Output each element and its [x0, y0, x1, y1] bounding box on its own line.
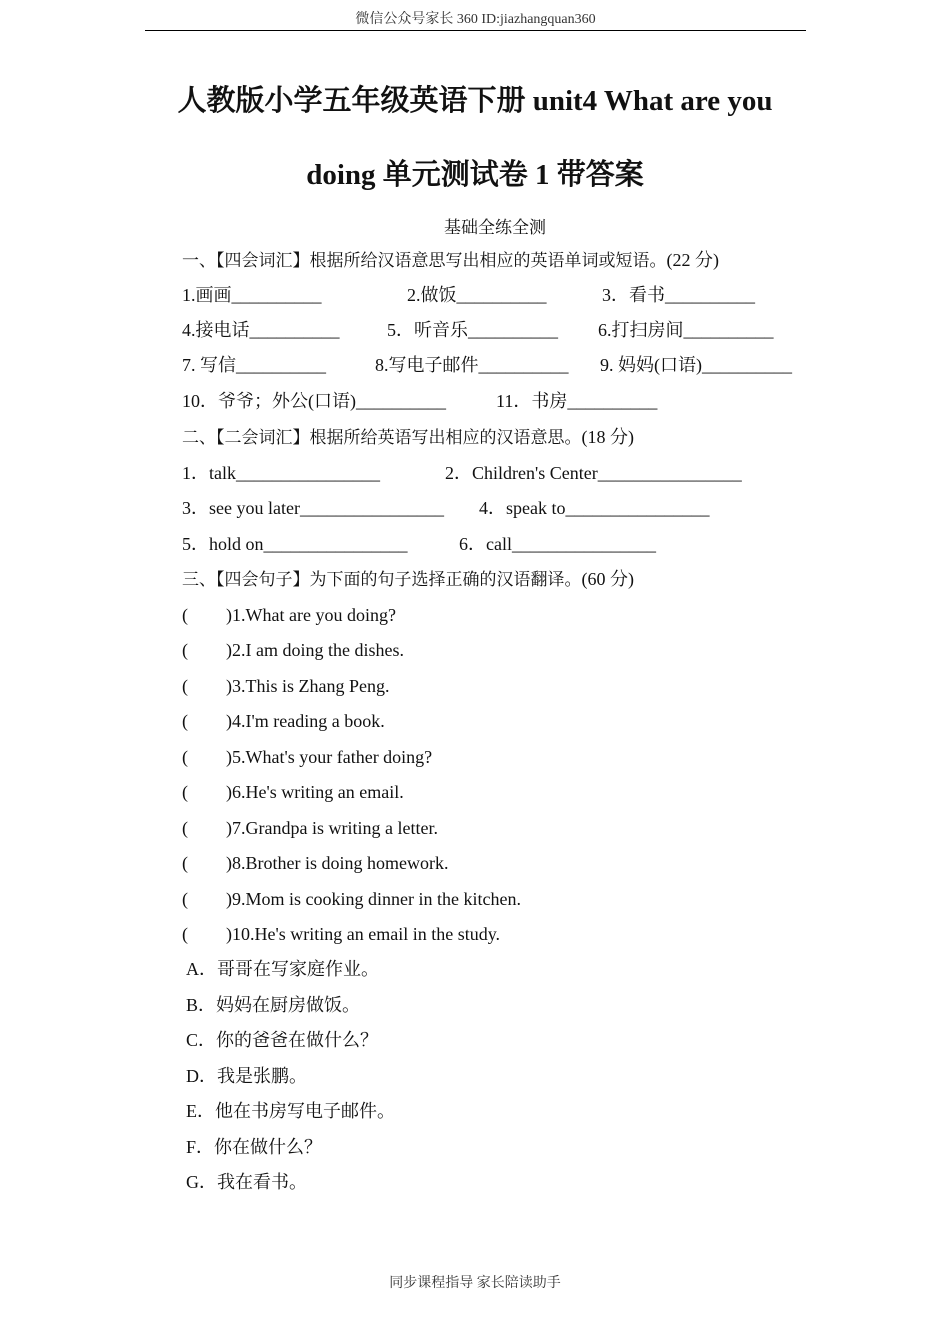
- section-3-title: 三、【四会句子】为下面的句子选择正确的汉语翻译。: [182, 570, 582, 590]
- vocab-item: 7. 写信__________: [182, 355, 326, 375]
- vocab-item: 9. 妈妈(口语)__________: [600, 355, 792, 375]
- subtitle: 基础全练全测: [444, 218, 546, 238]
- vocab-item: 10．爷爷；外公(口语)__________: [182, 391, 446, 411]
- answer-blank: (: [182, 640, 188, 660]
- vocab-item: 4.接电话__________: [182, 320, 340, 340]
- vocab-item: 8.写电子邮件__________: [375, 355, 569, 375]
- question-text: )3.This is Zhang Peng.: [226, 676, 390, 696]
- section-2-title: 二、【二会词汇】根据所给英语写出相应的汉语意思。: [182, 428, 582, 448]
- page-footer: 同步课程指导 家长陪读助手: [389, 1276, 561, 1291]
- section-3-heading: [182, 567, 634, 592]
- section-2-score: (18 分): [581, 427, 634, 447]
- answer-blank: (: [182, 889, 188, 909]
- answer-blank: (: [182, 605, 188, 625]
- answer-blank: (: [182, 711, 188, 731]
- vocab-item: 2．Children's Center________________: [445, 463, 742, 483]
- option-d: D．我是张鹏。: [186, 1066, 307, 1086]
- answer-blank: (: [182, 818, 188, 838]
- question-row: [182, 603, 396, 627]
- question-text: )6.He's writing an email.: [226, 782, 404, 802]
- answer-blank: (: [182, 924, 188, 944]
- section-1-score: (22 分): [666, 250, 719, 270]
- section-1-title: 一、【四会词汇】根据所给汉语意思写出相应的英语单词或短语。: [182, 251, 667, 271]
- vocab-item: 1.画画__________: [182, 285, 322, 305]
- section-2-heading: [182, 425, 634, 450]
- question-text: )10.He's writing an email in the study.: [226, 924, 501, 944]
- vocab-item: 1．talk________________: [182, 463, 380, 483]
- question-row: [182, 851, 448, 875]
- question-text: )9.Mom is cooking dinner in the kitchen.: [226, 889, 521, 909]
- vocab-item: 3．看书__________: [602, 285, 755, 305]
- question-text: )2.I am doing the dishes.: [226, 640, 404, 660]
- option-b: B．妈妈在厨房做饭。: [186, 995, 361, 1015]
- vocab-item: 2.做饭__________: [407, 285, 547, 305]
- answer-blank: (: [182, 782, 188, 802]
- option-g: G．我在看书。: [186, 1172, 307, 1192]
- option-e: E．他在书房写电子邮件。: [186, 1101, 395, 1121]
- vocab-item: 6．call________________: [459, 534, 656, 554]
- vocab-item: 5．听音乐__________: [387, 320, 558, 340]
- option-a: A．哥哥在写家庭作业。: [186, 959, 379, 979]
- question-text: )1.What are you doing?: [226, 605, 396, 625]
- section-3-score: (60 分): [581, 569, 634, 589]
- question-row: [182, 709, 385, 733]
- question-row: [182, 922, 500, 946]
- title-line-1: 人教版小学五年级英语下册 unit4 What are you: [177, 85, 773, 117]
- question-text: )5.What's your father doing?: [226, 747, 433, 767]
- question-row: [182, 745, 432, 769]
- question-row: [182, 780, 404, 804]
- question-text: )8.Brother is doing homework.: [226, 853, 449, 873]
- option-f: F．你在做什么？: [186, 1137, 323, 1157]
- vocab-item: 3．see you later________________: [182, 498, 444, 518]
- question-row: [182, 816, 438, 840]
- question-text: )4.I'm reading a book.: [226, 711, 385, 731]
- question-text: )7.Grandpa is writing a letter.: [226, 818, 438, 838]
- question-row: [182, 887, 521, 911]
- title-line-2: doing 单元测试卷 1 带答案: [306, 159, 644, 191]
- question-row: [182, 638, 404, 662]
- question-row: [182, 674, 390, 698]
- vocab-item: 4．speak to________________: [479, 498, 710, 518]
- page-header: 微信公众号家长 360 ID:jiazhangquan360: [145, 8, 806, 31]
- vocab-item: 11．书房__________: [496, 391, 658, 411]
- vocab-item: 6.打扫房间__________: [598, 320, 774, 340]
- answer-blank: (: [182, 747, 188, 767]
- section-1-heading: [182, 248, 719, 273]
- option-c: C．你的爸爸在做什么？: [186, 1030, 379, 1050]
- answer-blank: (: [182, 676, 188, 696]
- answer-blank: (: [182, 853, 188, 873]
- vocab-item: 5．hold on________________: [182, 534, 408, 554]
